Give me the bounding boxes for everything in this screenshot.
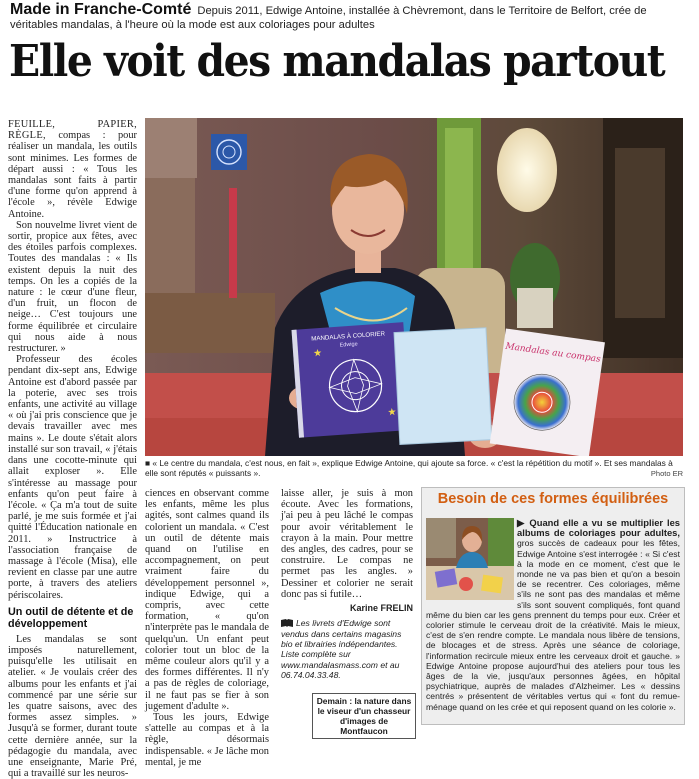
- paragraph: Professeur des écoles pendant dix-sept ans, Edwige Antoine est d'abord passée par la poterie, avec ses trois enfants, une activité au village « où j'ai pris conscience que je devais travailler avec mes mains ». Le doute s'était alors installé sur son travail, « j'étais dans une cocotte-minute qui allait exploser ». Elle s'intéresse au massage pour enfants qu'on peut faire à l'école. « Ça m'a tout de suite parlé, je me suis formée et j'ai quitté l'Éducation nationale en 2011. » Instructrice à l'association française de massage à l'école (Misa), elle revient en classe par une autre porte, à travers des ateliers périscolaires.: [8, 354, 137, 601]
- paragraph: Son nouvelme livret vient de sortir, propice aux fêtes, avec des étoiles parfois complexes. Toutes des mandalas : « Ils existent depuis la nuit des temps. On les a copiés de la nature : le cœur d'une fleur, d'un fruit, un flocon de neige… C'est toujours une forme équilibrée et circulaire qui nous aide à nous restructurer. »: [8, 219, 137, 355]
- photo-illustration: [145, 118, 683, 456]
- paragraph: ciences en observant comme les enfants, même les plus agités, sont calmes quand ils colorient un mandala. « C'est un outil de détente mais quand on l'utilise en accompagnement, on peut vraiment faire du développement personnel », indique Edwige, qui a compris, avec cette formation, « qu'on n'interprète pas le mandala de quelqu'un. Un enfant peut colorier tout un bloc de la même couleur alors qu'il y a des formes différentes. Il n'y a pas de règles de coloriage, il ne faut pas se fier à son jugement d'adulte ».: [145, 488, 269, 712]
- book-icon: [281, 619, 293, 627]
- paragraph: Tous les jours, Edwige s'attelle au compas et à la règle, désormais indispensable. « Je lâche mon mental, je me: [145, 712, 269, 768]
- paragraph: FEUILLE, PAPIER, RÈGLE, compas : pour réaliser un mandala, les outils sont minimes. Les formes de départ aussi : « Tous les mandalas sont faits à partir d'une forme qu'on apprend à l'école », révèle Edwige Antoine.: [8, 119, 137, 220]
- info-note: [281, 618, 413, 680]
- book-title-1: MANDALAS À COLORIER: [310, 330, 386, 343]
- subheading: Un outil de détente et de développement: [8, 605, 134, 631]
- sidebar-text: [426, 518, 680, 712]
- author-byline: Karine FRELIN: [349, 603, 413, 614]
- caption-text: ■ « Le centre du mandala, c'est nous, en fait », explique Edwige Antoine, qui ajoute sa force. « c'est la répétition du motif ». Et ses mandalas à elle sont réputés « puissants ».: [145, 458, 673, 478]
- sidebar-box: [421, 487, 685, 725]
- photo-caption: [145, 458, 683, 478]
- next-edition-teaser: Demain : la nature dans le viseur d'un chasseur d'images de Montfaucon: [312, 693, 416, 739]
- sidebar-body: gros succès de cadeaux pour les fêtes, Edwige Antoine s'est interrogée : « Si c'est à la mode en ce moment, c'est que le monde ne va pas bien et qu'on a besoin de se recentrer. Ces coloriages, même s'ils ne sont pas des mandalas et même s'ils sont souvent compliqués, font quand même du bien car les gens prennent du temps pour eux. Créer et colorier stimule le cerveau droit de la créativité. Mais le mieux, c'est de s'en rendre compte. Le mandala nous libère de tensions, de blocages et de stress. Après une séance de coloriage, l'information recircule mieux entre les cerveaux droit et gauche. » Edwige Antoine propose aujourd'hui des ateliers pour tous les âges de la vie, jusqu'aux personnes âgées, en hôpital psychiatrique, auprès de malades d'Alzheimer. Les « dessins centrés » présentent de véritables vertus qui « font du remue-ménage quand on les crée et qui reposent quand on les colorie ».: [426, 538, 680, 712]
- paragraph: Les mandalas se sont imposés naturellement, puisqu'elle les utilisait en atelier. « Je voulais créer des albums pour les enfants et j'ai commencé par une série sur les quatre saisons, avec des formes assez simples. » Jusqu'à se former, durant toute cette dernière année, sur la pédagogie du mandala, avec une enseignante, Marie Pré, qui a travaillé sur les neuros-: [8, 633, 137, 779]
- book-subtitle-1: Edwige: [339, 341, 358, 349]
- svg-text:★: ★: [312, 347, 323, 360]
- photo-credit: Photo ER: [650, 469, 683, 478]
- article-photo: [145, 118, 683, 456]
- info-note-text: Les livrets d'Edwige sont vendus dans certains magasins bio et librairies indépendantes. Liste complète sur www.mandalasmass.com et au 06.74.04.33.48.: [281, 618, 402, 681]
- sidebar-lead: ▶ Quand elle a vu se multiplier les albums de coloriages pour adultes,: [517, 517, 680, 539]
- lead-caps: FEUILLE, PAPIER, RÈGLE,: [8, 119, 137, 142]
- article-column-2: [145, 488, 269, 768]
- article-column-3: [281, 488, 413, 681]
- kicker-text: Depuis 2011, Edwige Antoine, installée à Chèvremont, dans le Territoire de Belfort, crée de véritables mandalas, à l'heure où la mode est aux coloriages pour adultes: [10, 5, 647, 31]
- book-title-3: Mandalas au compas: [504, 341, 602, 365]
- headline: Elle voit des mandalas partout: [9, 36, 665, 87]
- svg-text:★: ★: [387, 406, 397, 419]
- kicker: [10, 3, 690, 32]
- article-column-1: [8, 119, 137, 779]
- paragraph: laisse aller, je suis à mon écoute. Avec les formations, j'ai peu à peu lâché le compas pour avoir véritablement le crayon à la main. Pour mettre des angles, des cadres, pour se construire. Le compas ne permet pas les angles. » Dessiner et colorier ne serait donc pas si futile…: [281, 488, 413, 600]
- sidebar-title: Besoin de ces formes équilibrées: [437, 491, 669, 507]
- kicker-label: Made in Franche-Comté: [10, 1, 192, 18]
